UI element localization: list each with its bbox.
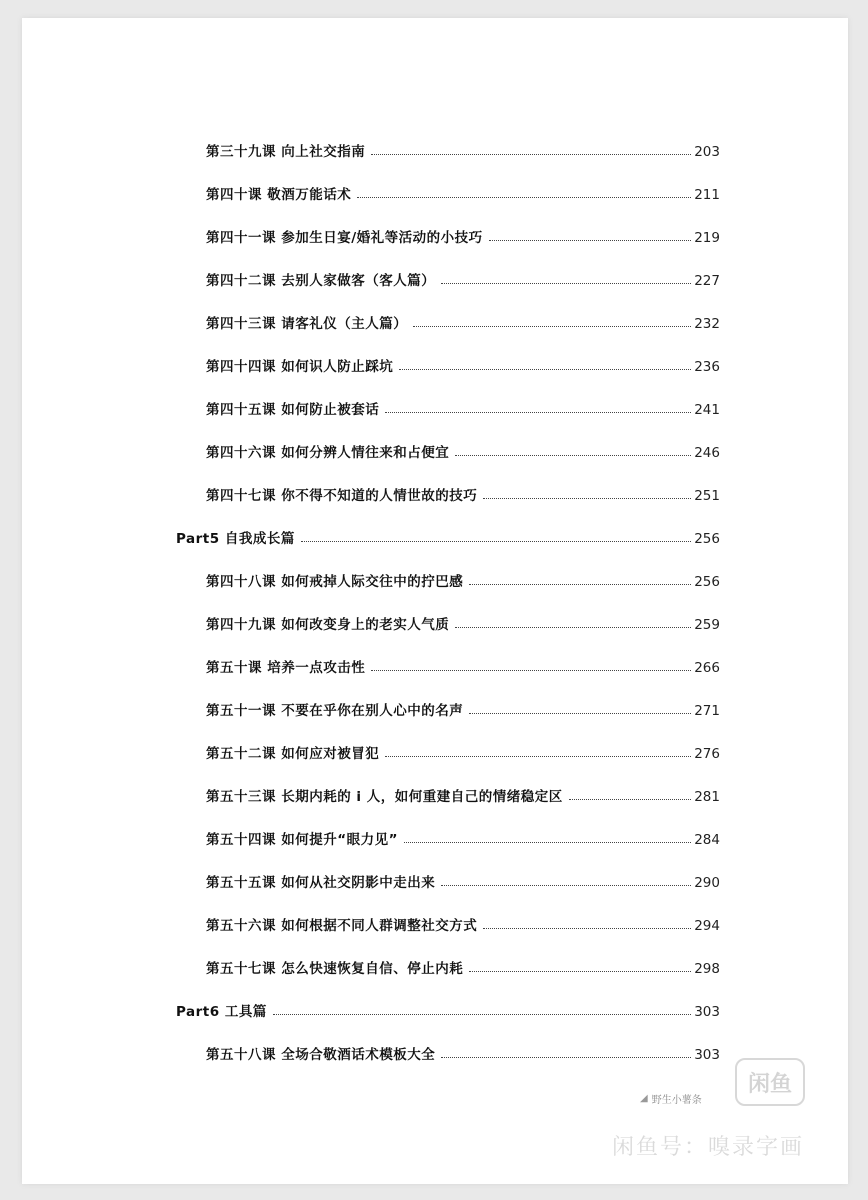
watermark-logo: 闲鱼 [735,1058,805,1106]
toc-entry-title: 第四十一课 参加生日宴/婚礼等活动的小技巧 [206,230,483,246]
toc-entry [206,138,720,160]
toc-entry-title: 第四十三课 请客礼仪（主人篇） [206,316,408,332]
toc-entry [206,654,720,676]
toc-entry-title: 第三十九课 向上社交指南 [206,144,366,160]
toc-entry-page: 203 [694,144,720,160]
dot-leader [441,885,691,886]
toc-entry-title: 第四十八课 如何戒掉人际交往中的拧巴感 [206,574,464,590]
toc-entry-title: 第四十七课 你不得不知道的人情世故的技巧 [206,488,478,504]
toc-entry [206,267,720,289]
toc-entry-title: Part5 自我成长篇 [176,531,295,547]
dot-leader [469,971,691,972]
dot-leader [489,240,692,241]
footer-brand-text: 野生小薯条 [651,1095,702,1106]
toc-entry-title: 第五十二课 如何应对被冒犯 [206,746,380,762]
toc-entry [206,181,720,203]
toc-entry [206,439,720,461]
toc-entry-title: 第五十七课 怎么快速恢复自信、停止内耗 [206,961,464,977]
toc-entry-page: 211 [694,187,720,203]
toc-entry-title: 第五十六课 如何根据不同人群调整社交方式 [206,918,478,934]
table-of-contents [22,18,848,1184]
dot-leader [483,928,691,929]
dot-leader [357,197,691,198]
toc-entry-title: 第五十四课 如何提升“眼力见” [206,832,398,848]
watermark-text: 闲鱼号：嗅录字画 [612,1135,805,1160]
dot-leader [441,283,691,284]
toc-entry [206,912,720,934]
dot-leader [469,713,691,714]
toc-entry-title: 第五十八课 全场合敬酒话术模板大全 [206,1047,436,1063]
toc-entry [206,955,720,977]
dot-leader [455,455,691,456]
toc-entry [206,568,720,590]
toc-entry-page: 256 [694,531,720,547]
toc-entry-title: 第五十三课 长期内耗的 i 人，如何重建自己的情绪稳定区 [206,789,563,805]
toc-entry-page: 294 [694,918,720,934]
toc-entry-page: 232 [694,316,720,332]
dot-leader [371,670,691,671]
dot-leader [469,584,691,585]
dot-leader [301,541,691,542]
toc-entry-page: 303 [694,1047,720,1063]
toc-entry-title: 第四十二课 去别人家做客（客人篇） [206,273,436,289]
dot-leader [404,842,691,843]
toc-entry-title: 第四十课 敬酒万能话术 [206,187,352,203]
toc-entry-title: 第四十九课 如何改变身上的老实人气质 [206,617,450,633]
toc-entry-page: 276 [694,746,720,762]
dot-leader [385,412,691,413]
toc-entry [206,310,720,332]
toc-entry-title: 第五十五课 如何从社交阴影中走出来 [206,875,436,891]
toc-entry-page: 256 [694,574,720,590]
dot-leader [483,498,691,499]
toc-entry [206,1041,720,1063]
dot-leader [385,756,691,757]
toc-entry-page: 303 [694,1004,720,1020]
toc-entry [206,869,720,891]
toc-entry-title: 第四十六课 如何分辨人情往来和占便宜 [206,445,450,461]
toc-entry-title: 第五十课 培养一点攻击性 [206,660,366,676]
toc-part-heading [176,998,720,1020]
footer-brand [640,1091,702,1106]
toc-entry [206,396,720,418]
toc-entry-page: 259 [694,617,720,633]
toc-entry-page: 246 [694,445,720,461]
toc-entry-page: 271 [694,703,720,719]
toc-entry-page: 266 [694,660,720,676]
toc-entry [206,740,720,762]
toc-entry-page: 227 [694,273,720,289]
dot-leader [413,326,691,327]
toc-entry-page: 241 [694,402,720,418]
dot-leader [455,627,691,628]
toc-entry-title: Part6 工具篇 [176,1004,267,1020]
toc-entry-page: 290 [694,875,720,891]
toc-entry-page: 219 [694,230,720,246]
toc-part-heading [176,525,720,547]
toc-entry [206,697,720,719]
toc-entry-page: 251 [694,488,720,504]
dot-leader [441,1057,691,1058]
document-page [22,18,848,1184]
brand-logo-icon: ◢ [640,1093,648,1104]
toc-entry-title: 第四十四课 如何识人防止踩坑 [206,359,394,375]
dot-leader [371,154,691,155]
dot-leader [569,799,691,800]
toc-entry [206,611,720,633]
toc-entry [206,353,720,375]
toc-entry-page: 236 [694,359,720,375]
toc-entry-page: 298 [694,961,720,977]
toc-entry-page: 281 [694,789,720,805]
toc-entry-title: 第四十五课 如何防止被套话 [206,402,380,418]
toc-entry [206,482,720,504]
toc-entry [206,826,720,848]
dot-leader [273,1014,691,1015]
toc-entry-title: 第五十一课 不要在乎你在别人心中的名声 [206,703,464,719]
toc-entry [206,783,720,805]
toc-entry [206,224,720,246]
dot-leader [399,369,691,370]
toc-entry-page: 284 [694,832,720,848]
